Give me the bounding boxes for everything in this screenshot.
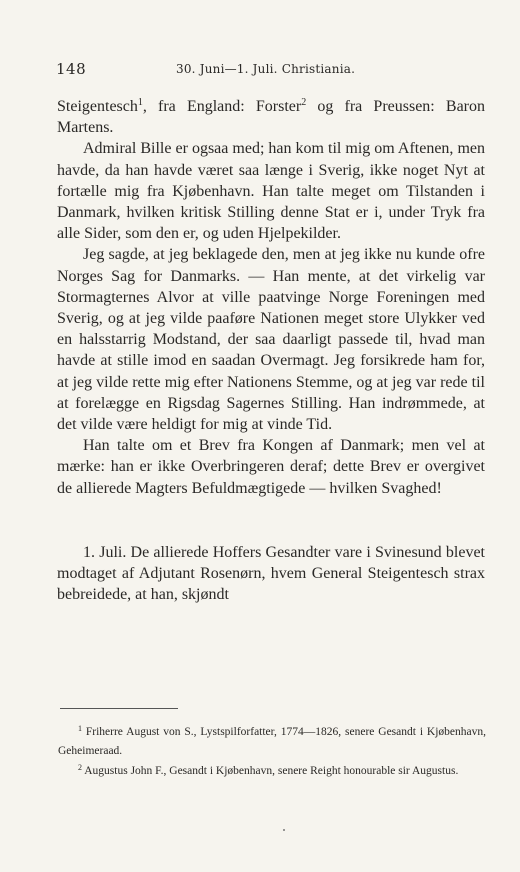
body-text bbox=[57, 96, 485, 605]
footnote-divider bbox=[60, 708, 178, 709]
paragraph-admiral-bille: Admiral Bille er ogsaa med; han kom til mig om Aftenen, men havde, da han havde været saa længe i Sverig, ikke noget Nyt at fortælle mig fra Kjøbenhavn. Han talte meget om Tilstanden i Danmark, hvilken kritisk Stilling denne Stat er i, under Tryk fra alle Sider, som den er, og uden Hjelpekilder. bbox=[57, 140, 485, 243]
paragraph-text: Steigentesch bbox=[57, 98, 138, 115]
footnote-1 bbox=[58, 723, 486, 762]
footnote-text: Friherre August von S., Lystspilforfatter, 1774—1826, senere Gesandt i Kjøbenhavn, Geheimeraad. bbox=[58, 726, 486, 758]
footnote-mark: 1 bbox=[78, 724, 82, 733]
paragraph-text: og fra Preussen: Baron Martens. bbox=[57, 98, 486, 137]
paragraph-brev-fra-kongen: Han talte om et Brev fra Kongen af Danmark; men vel at mærke: han er ikke Overbringeren deraf; dette Brev er overgivet de allierede Magters Befuldmægtigede — hvilken Svaghed! bbox=[57, 437, 485, 497]
paragraph-text: , fra England: Forster bbox=[142, 98, 302, 115]
paragraph-continuation bbox=[57, 96, 485, 138]
footnote-2 bbox=[58, 762, 486, 781]
footnotes bbox=[58, 723, 486, 781]
footnote-mark: 2 bbox=[78, 762, 82, 772]
paragraph-jeg-sagde: Jeg sagde, at jeg beklagede den, men at jeg ikke nu kunde ofre Norges Sag for Danmarks. — Han mente, at det virkelig var Stormagternes Alvor at ville paatvinge Norge Foreningen med Sverig, og at jeg vilde paaføre Nationen meget store Ulykker ved en halsstarrig Modstand, der saa daarligt passede til, hvad man havde at stille imod en saadan Overmagt. Jeg forsikrede ham for, at jeg vilde rette mig efter Nationens Stemme, og at jeg var rede til at forelægge en Rigsdag Sagernes Stilling. Han indrømmede, at det vilde være heldigt for mig at vinde Tid. bbox=[57, 246, 485, 434]
footnote-ref-2: 2 bbox=[301, 97, 307, 108]
paper-speck bbox=[283, 829, 285, 831]
footnote-text: Augustus John F., Gesandt i Kjøbenhavn, senere Reight honourable sir Augustus. bbox=[84, 764, 459, 777]
page-number: 148 bbox=[56, 60, 87, 78]
footnote-ref-1: 1 bbox=[137, 97, 143, 108]
running-head: 30. Juni—1. Juli. Christiania. bbox=[176, 62, 356, 76]
page-header bbox=[56, 60, 486, 82]
paragraph-1-juli: 1. Juli. De allierede Hoffers Gesandter vare i Svinesund blevet modtaget af Adjutant Rosenørn, hvem General Steigentesch strax bebreidede, at han, skjøndt bbox=[57, 543, 485, 604]
